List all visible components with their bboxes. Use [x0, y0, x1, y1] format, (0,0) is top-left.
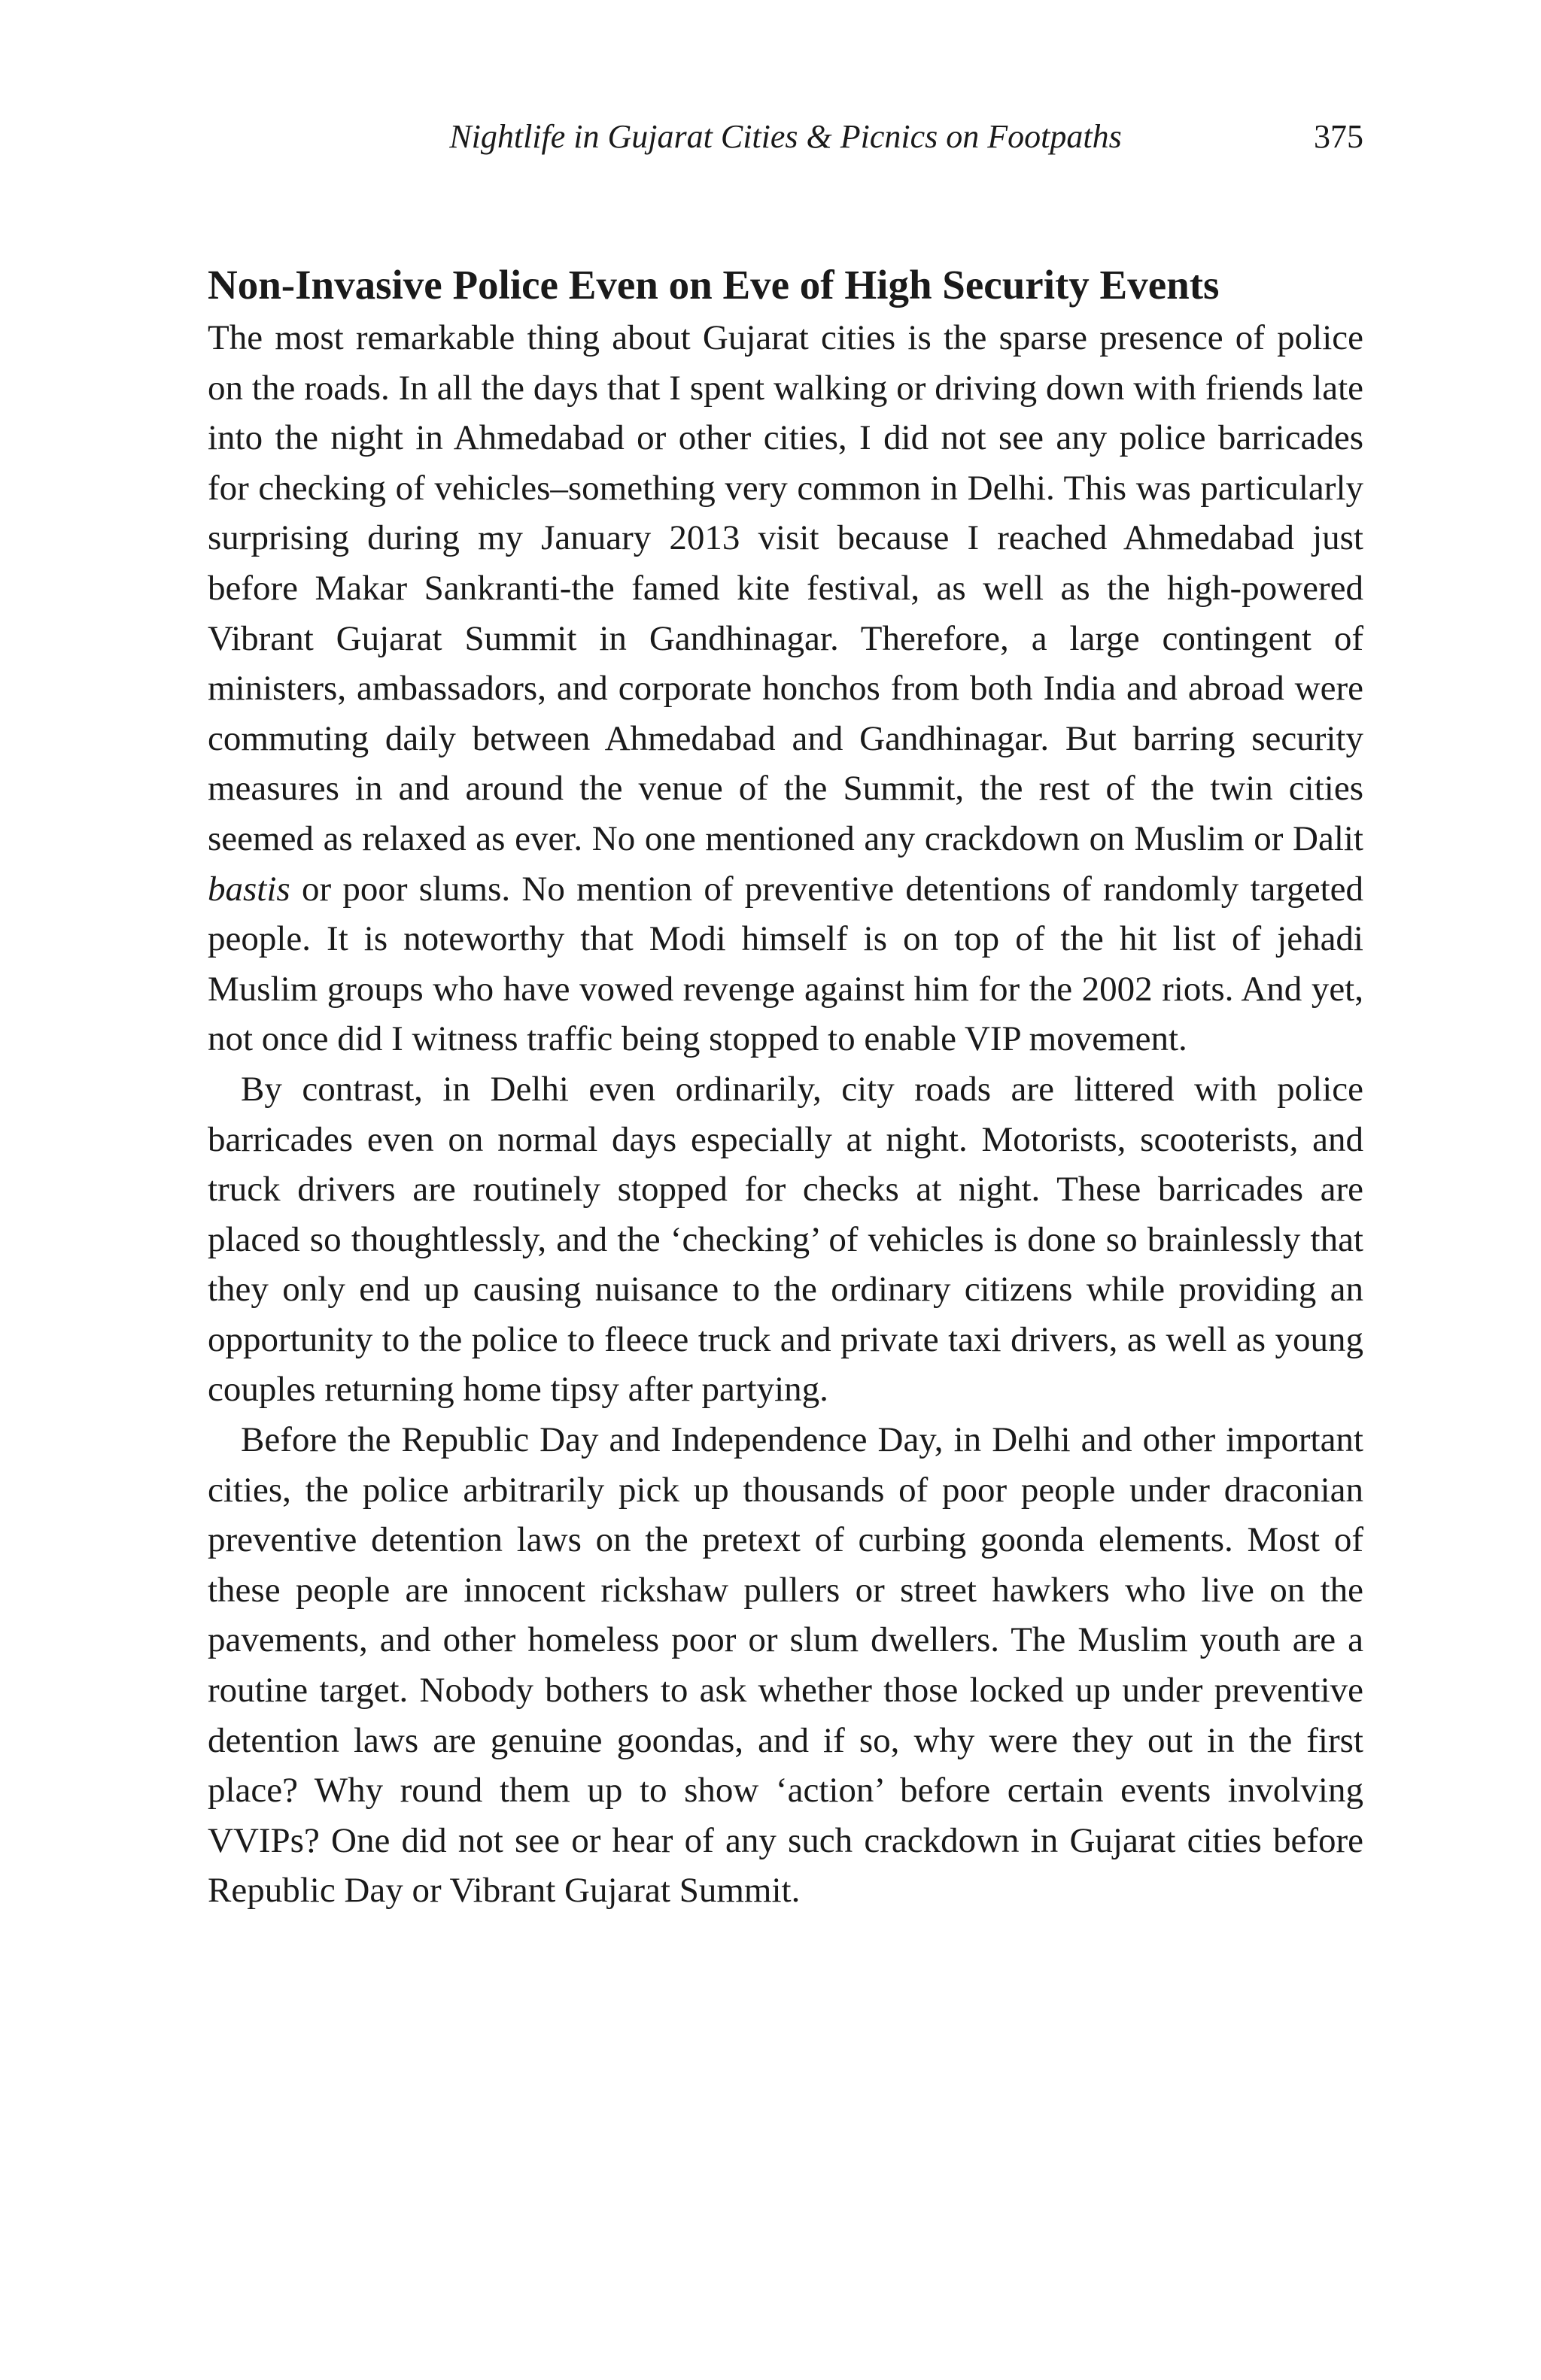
paragraph-1	[208, 313, 1363, 1064]
italic-term: bastis	[208, 869, 290, 909]
running-header	[208, 114, 1363, 159]
page-number: 375	[1314, 118, 1363, 155]
paragraph-1-text-after: or poor slums. No mention of preventive detentions of randomly targeted people. It is noteworthy that Modi himself is on top of the hit list of jehadi Muslim groups who have vowed revenge against him for the 2002 riots. And yet, not once did I witness traffic being stopped to enable VIP movement.	[208, 869, 1363, 1059]
paragraph-2: By contrast, in Delhi even ordinarily, city roads are littered with police barricades even on normal days especially at night. Motorists, scooterists, and truck drivers are routinely stopped for checks at night. These barricades are placed so thoughtlessly, and the ‘checking’ of vehicles is done so brainlessly that they only end up causing nuisance to the ordinary citizens while providing an opportunity to the police to fleece truck and private taxi drivers, as well as young couples returning home tipsy after partying.	[208, 1069, 1363, 1410]
body-text	[208, 259, 1363, 1916]
section-heading: Non-Invasive Police Even on Eve of High Security Events	[208, 262, 1220, 308]
running-title: Nightlife in Gujarat Cities & Picnics on Footpaths	[449, 118, 1122, 155]
paragraph-1-text-before: The most remarkable thing about Gujarat cities is the sparse presence of police on the roads. In all the days that I spent walking or driving down with friends late into the night in Ahmedabad or other cities, I did not see any police barricades for checking of vehicles–something very common in Delhi. This was particularly surprising during my January 2013 visit because I reached Ahmedabad just before Makar Sankranti-the famed kite festival, as well as the high-powered Vibrant Gujarat Summit in Gandhinagar. Therefore, a large contingent of ministers, ambassadors, and corporate honchos from both India and abroad were commuting daily between Ahmedabad and Gandhinagar. But barring security measures in and around the venue of the Summit, the rest of the twin cities seemed as relaxed as ever. No one mentioned any crackdown on Muslim or Dalit	[208, 318, 1363, 858]
paragraph-3: Before the Republic Day and Independence Day, in Delhi and other important cities, the police arbitrarily pick up thousands of poor people under draconian preventive detention laws on the pretext of curbing goonda elements. Most of these people are innocent rickshaw pullers or street hawkers who live on the pavements, and other homeless poor or slum dwellers. The Muslim youth are a routine target. Nobody bothers to ask whether those locked up under preventive detention laws are genuine goondas, and if so, why were they out in the first place? Why round them up to show ‘action’ before certain events involving VVIPs? One did not see or hear of any such crackdown in Gujarat cities before Republic Day or Vibrant Gujarat Summit.	[208, 1420, 1363, 1911]
